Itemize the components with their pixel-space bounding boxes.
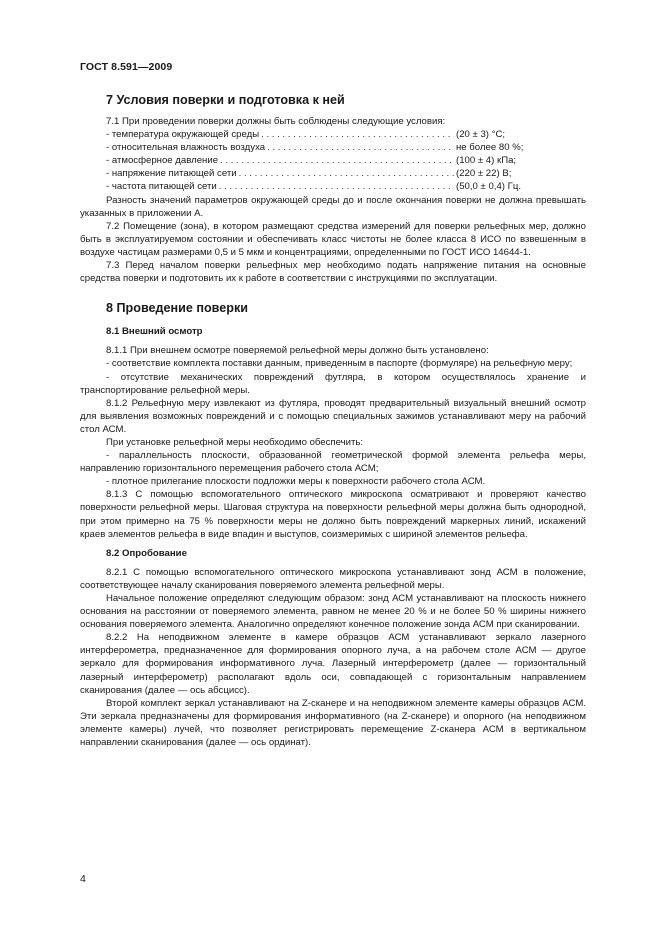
document-header: ГОСТ 8.591—2009 (80, 61, 173, 73)
condition-value: (20 ± 3) °С; (456, 129, 506, 141)
condition-value: (220 ± 22) В; (456, 168, 512, 180)
condition-label: - атмосферное давление (106, 155, 219, 167)
paragraph-8-1-2-intro: При установке рельефной меры необходимо обеспечить: (106, 436, 364, 448)
paragraph-7-2: 7.2 Помещение (зона), в котором размещают средства измерений для поверки рельефных мер, должно быть в эксплуатируемом состоянии и обеспечивать класс чистоты не более класса 8 ИСО по взвешенным в воздухе частицам размерами 0,5 и 5 мкм и концентрациями, определенными по ГОСТ ИСО 14644-1. (80, 220, 586, 258)
condition-row (80, 154, 586, 167)
page-number: 4 (80, 873, 86, 885)
condition-label: - относительная влажность воздуха (106, 142, 266, 154)
paragraph-7-3: 7.3 Перед началом поверки рельефных мер необходимо подать напряжение питания на основные средства поверки и подготовить их к работе в соответствии с инструкциями по эксплуатации. (80, 260, 586, 285)
leader-dots (220, 154, 454, 167)
paragraph-8-1-1-item: - отсутствие механических повреждений футляра, в котором осуществлялось хранение и транспортирование рельефной меры. (80, 371, 586, 396)
leader-dots (267, 141, 454, 154)
paragraph-8-1-1-item: - соответствие комплекта поставки данным, приведенным в паспорте (формуляре) на рельефную меру; (106, 358, 573, 370)
condition-row (80, 128, 586, 141)
leader-dots (261, 128, 454, 141)
paragraph-8-2-1: 8.2.1 С помощью вспомогательного оптического микроскопа устанавливают зонд АСМ в положение, соответствующее началу сканирования поверяемого элемента рельефной меры. (80, 566, 586, 591)
condition-value: не более 80 %; (456, 142, 524, 154)
condition-row (80, 167, 586, 180)
paragraph-8-1-2-item: - плотное прилегание плоскости подложки меры к поверхности рабочего стола АСМ. (106, 476, 486, 488)
subsection-8-2-title: 8.2 Опробование (106, 547, 187, 559)
condition-value: (50,0 ± 0,4) Гц. (456, 181, 522, 193)
page-content (80, 90, 586, 749)
paragraph-7-1: 7.1 При проведении поверки должны быть соблюдены следующие условия: (106, 116, 446, 127)
section-7-title: 7 Условия поверки и подготовка к ней (106, 93, 345, 107)
condition-row (80, 141, 586, 154)
section-8-title: 8 Проведение поверки (106, 301, 248, 316)
paragraph-8-1-3: 8.1.3 С помощью вспомогательного оптического микроскопа осматривают и проверяют качество поверхности рельефной меры. Шаговая структура на поверхности рельефной меры должна быть однородной, при этом примерно на 75 % поверхности меры не должно быть повреждений маркерных линий, искажений краев элементов рельефа в виде впадин и выступов, соизмеримых с шириной элементов рельефа. (80, 489, 586, 540)
condition-row (80, 180, 586, 193)
paragraph-8-2-2-note: Второй комплект зеркал устанавливают на Z-сканере и на неподвижном элементе камеры образцов АСМ. Эти зеркала предназначены для формирования информативного (на Z-сканере) и опорного (на неподвижном элементе камеры) лучей, что позволяет регистрировать перемещение Z-сканера АСМ в вертикальном направлении сканирования (далее — ось ординат). (80, 697, 586, 749)
condition-label: - температура окружающей среды (106, 129, 260, 141)
condition-label: - напряжение питающей сети (106, 168, 237, 180)
paragraph-8-1-2-item: - параллельность плоскости, образованной геометрической формой элемента рельефа меры, направлению горизонтального перемещения рабочего стола АСМ; (80, 450, 586, 475)
leader-dots (239, 167, 454, 180)
leader-dots (219, 180, 454, 193)
subsection-8-1-title: 8.1 Внешний осмотр (106, 326, 203, 338)
paragraph-8-1-1: 8.1.1 При внешнем осмотре поверяемой рельефной меры должно быть установлено: (106, 345, 489, 357)
paragraph-8-2-2: 8.2.2 На неподвижном элементе в камере образцов АСМ устанавливают зеркало лазерного интерферометра, предназначенное для формирования опорного луча, а на рабочем столе АСМ — другое зеркало для формирования информативного луча. Лазерный интерферометр (далее — горизонтальный лазерный интерферометр) располагают вдоль оси, совпадающей с горизонтальным направлением сканирования (далее — ось абсцисс). (80, 632, 586, 696)
condition-label: - частота питающей сети (106, 181, 217, 193)
paragraph-8-2-1-note: Начальное положение определяют следующим образом: зонд АСМ устанавливают на плоскость нижнего основания на расстоянии от поверяемого элемента, равном не менее 20 % и не более 50 % ширины нижнего основания поверяемого элемента. Аналогично определяют конечное положение зонда АСМ при сканировании. (80, 593, 586, 631)
paragraph-7-1-note: Разность значений параметров окружающей среды до и после окончания поверки не должна превышать указанных в приложении А. (80, 194, 586, 219)
condition-value: (100 ± 4) кПа; (456, 155, 517, 167)
paragraph-8-1-2: 8.1.2 Рельефную меру извлекают из футляра, проводят предварительный визуальный внешний осмотр для выявления возможных повреждений и с помощью специальных зажимов устанавливают меру на рабочий стол АСМ. (80, 397, 586, 435)
